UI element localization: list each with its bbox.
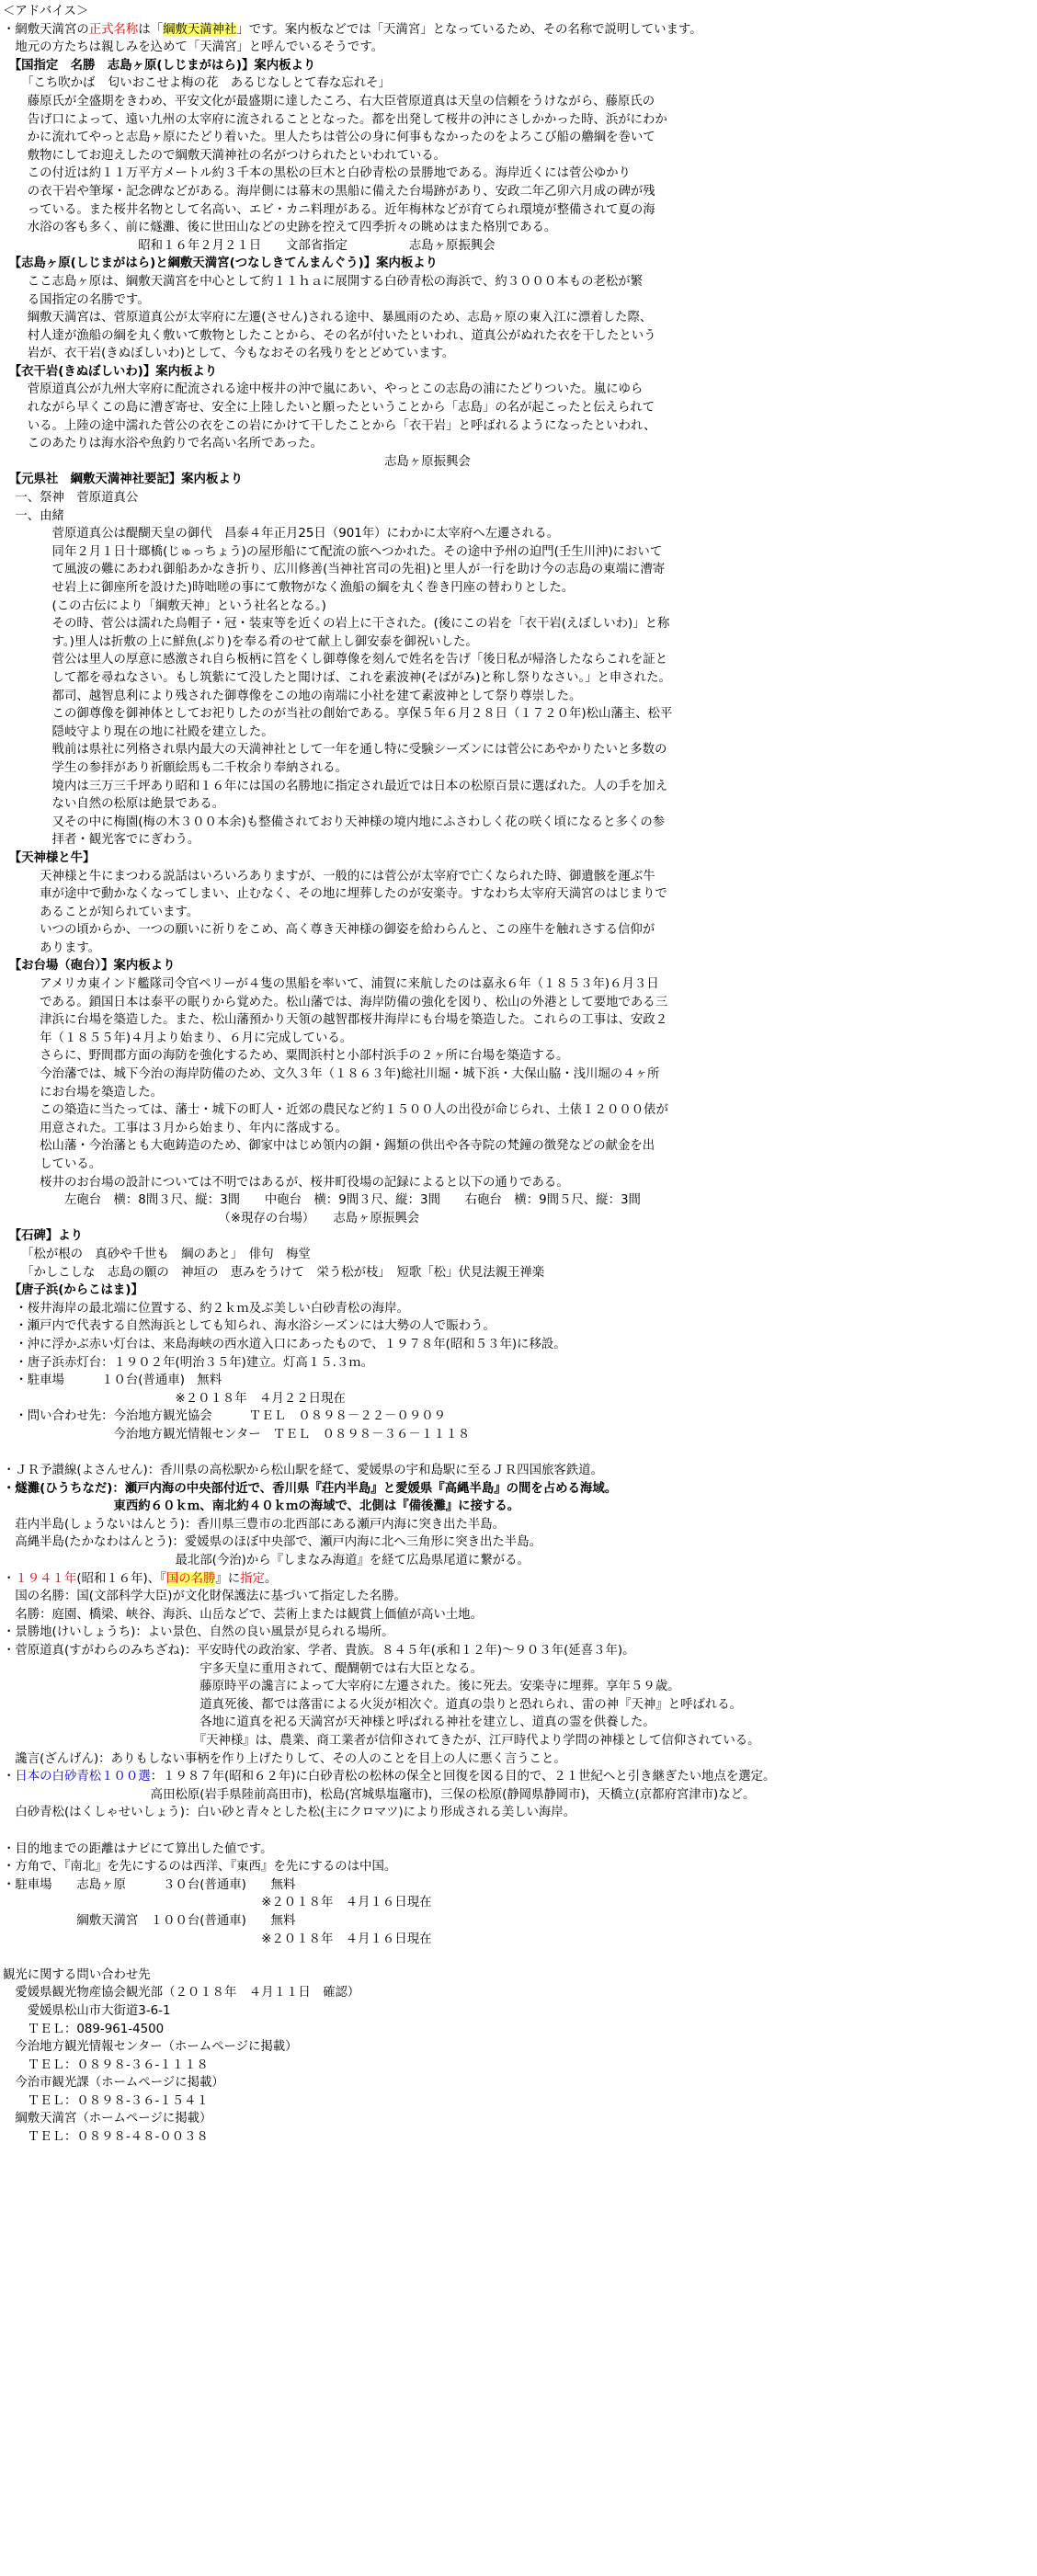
section-heading: 【石碑】より (3, 1229, 84, 1244)
text-line: ・駐車場 志島ヶ原 ３０台(普通車) 無料 (3, 1877, 296, 1892)
text-line: 藤原氏が全盛期をきわめ、平安文化が最盛期に達したころ、右大臣菅原道真は天皇の信頼をうけながら、藤原氏の (3, 94, 655, 108)
text-line (3, 21, 1037, 40)
text-line: 昭和１６年２月２１日 文部省指定 志島ヶ原振興会 (3, 238, 496, 253)
text-line: 今治市観光課（ホームページに掲載） (3, 2076, 224, 2091)
text-line: ・沖に浮かぶ赤い灯台は、来島海峡の西水道入口にあったもので、１９７８年(昭和５３年)に移設。 (3, 1337, 566, 1351)
text-line: ※２０１８年 ４月２２日現在 (3, 1391, 346, 1406)
text-line: である。鎖国日本は泰平の眠りから覚めた。松山藩では、海岸防備の強化を図り、松山の外港として要地である三 (3, 995, 668, 1009)
text-line: にお台場を築造した。 (3, 1085, 164, 1100)
text-line: 敷物にしてお迎えしたので綱敷天満神社の名がつけられたといわれている。 (3, 148, 447, 163)
text-line: ＴＥＬ：089-961-4500 (3, 2022, 165, 2036)
blank-line (3, 1822, 1037, 1841)
text-line: 左砲台 横：8間３尺、縦：3間 中砲台 横：9間３尺、縦：3間 右砲台 横：9間５尺、縦：3間 (3, 1193, 641, 1208)
text-line: 一、由緒 (3, 508, 64, 523)
text-line: ※２０１８年 ４月１６日現在 (3, 1896, 432, 1910)
text-line: 綱敷天満宮は、菅原道真公が太宰府に左遷(させん)される途中、暴風雨のため、志島ヶ原の東入江に漂着した際、 (3, 311, 653, 325)
section-heading: 【天神様と牛】 (3, 850, 96, 865)
text-line: 又その中に梅園(梅の木３００本余)も整備されており天神様の境内地にふさわしく花の咲く頃になると多くの参 (3, 815, 666, 829)
text-line: 『天神様』は、農業、商工業者が信仰されてきたが、江戸時代より学問の神様として信仰されている。 (3, 1734, 760, 1748)
text-segment: 」です。案内板などでは「天満宮」となっているため、その名称で説明しています。 (236, 22, 702, 37)
text-segment: 日本の白砂青松１００選 (15, 1770, 151, 1784)
text-segment: ・ (3, 1571, 16, 1586)
text-line: 岩が、衣干岩(きぬぼしいわ)として、今もなおその名残りをとどめています。 (3, 347, 455, 361)
text-line: アメリカ東インド艦隊司令官ペリーが４隻の黒船を率いて、浦賀に来航したのは嘉永６年（１８５３年)６月３日 (3, 977, 659, 992)
text-line (3, 1570, 1037, 1589)
text-line: れながら早くこの島に漕ぎ寄せ、安全に上陸したいと願ったということから「志島」の名が起こったと伝えられて (3, 401, 655, 416)
text-line: 車が途中で動かなくなってしまい、止むなく、その地に埋葬したのが安楽寺。すなわち太宰府天満宮のはじまりで (3, 887, 667, 902)
text-line: っている。また桜井名物として名高い、エビ・カニ料理がある。近年梅林などが育てられ環境が整備されて夏の海 (3, 202, 655, 217)
text-line: 観光に関する問い合わせ先 (3, 1967, 151, 1982)
section-heading: 【志島ヶ原(しじまがはら)と綱敷天満宮(つなしきてんまんぐう)】案内板より (3, 256, 439, 271)
text-line: ※２０１８年 ４月１６日現在 (3, 1932, 432, 1946)
text-line: ・瀬戸内で代表する自然海浜としても知られ、海水浴シーズンには大勢の人で賑わう。 (3, 1319, 496, 1334)
text-line: せ岩上に御座所を設けた)時咄嗟の事にて敷物がなく漁船の綱を丸く巻き円座の替わりとした。 (3, 581, 575, 595)
text-line: ない自然の松原は絶景である。 (3, 797, 225, 812)
section-heading: 【唐子浜(からこはま)】 (3, 1283, 143, 1298)
text-line: ・ＪＲ予讃線(よさんせん)：香川県の高松駅から松山駅を経て、愛媛県の宇和島駅に至るＪＲ四国旅客鉄道。 (3, 1464, 603, 1478)
text-line: この築造に当たっては、藩士・城下の町人・近郊の農民など約１５００人の出役が命じられ、土俵１２０００俵が (3, 1103, 668, 1118)
blank-line (3, 1444, 1037, 1463)
text-line: ・桜井海岸の最北端に位置する、約２ｋｍ及ぶ美しい白砂青松の海岸。 (3, 1301, 409, 1316)
text-line: 告げ口によって、遠い九州の太宰府に流されることとなった。都を出発して桜井の沖にさしかかった時、浜がにわか (3, 112, 667, 127)
text-line: 「かしこしな 志島の願の 神垣の 恵みをうけて 栄う松が枝」 短歌「松」伏見法親王禅楽 (3, 1265, 545, 1280)
text-line: ここ志島ヶ原は、綱敷天満宮を中心として約１１ｈａに展開する白砂青松の海浜で、約３０００本もの老松が繁 (3, 274, 644, 289)
text-line: ＴＥＬ：０８９８-４８-００３８ (3, 2130, 209, 2145)
text-line (3, 1768, 1037, 1786)
text-segment: １９４１年 (15, 1571, 77, 1586)
text-line: 松山藩・今治藩とも大砲鋳造のため、御家中はじめ領内の銅・錫類の供出や各寺院の梵鐘の徴発などの献金を出 (3, 1139, 655, 1154)
text-line: あることが知られています。 (3, 905, 199, 919)
text-line: 拝者・観光客でにぎわう。 (3, 833, 200, 848)
text-segment: (昭和１６年)、『 (76, 1571, 166, 1586)
text-line: かに流れてやっと志島ヶ原にたどり着いた。里人たちは菅公の身に何事もなかったのをよろこび船の艪綱を巻いて (3, 131, 655, 145)
text-line: す。)里人は折敷の上に鮮魚(ぶり)を奉る肴のせて献上し御安泰を御祝いした。 (3, 634, 478, 649)
text-line: （※現存の台場） 志島ヶ原振興会 (3, 1211, 420, 1225)
text-line: 今治地方観光情報センター ＴＥＬ ０８９８－３６－１１１８ (3, 1427, 471, 1442)
text-line: 宇多天皇に重用されて、醍醐朝では右大臣となる。 (3, 1661, 483, 1676)
text-line: その時、菅公は濡れた烏帽子・冠・装束等を近くの岩上に干された。(後にこの岩を「衣干岩(えぼしいわ)」と称 (3, 617, 670, 632)
text-line: 高田松原(岩手県陸前高田市)，松島(宮城県塩竈市)，三保の松原(静岡県静岡市)，天橋立(京都府宮津市)など。 (3, 1787, 756, 1802)
text-line: 同年２月１日十瑯橋(じゅっちょう)の屋形船にて配流の旅へつかれた。その途中予州の迫門(壬生川沖)において (3, 544, 663, 559)
text-line: いる。上陸の途中濡れた菅公の衣をこの岩にかけて干したことから「衣干岩」と呼ばれるようになったといわれ、 (3, 418, 656, 433)
text-line: あります。 (3, 940, 101, 955)
text-line: 菅原道真公は醍醐天皇の御代 昌泰４年正月25日（901年）にわかに太宰府へ左遷される。 (3, 527, 560, 541)
section-heading: 東西約６０ｋｍ、南北約４０ｋｍの海域で、北側は『備後灘』に接する。 (3, 1499, 520, 1514)
text-line: 最北部(今治)から『しまなみ海道』を経て広島県尾道に繋がる。 (3, 1554, 530, 1568)
text-line: の衣干岩や筆塚・記念碑などがある。海岸側には幕末の黒船に備えた台場跡があり、安政二年乙卯六月成の碑が残 (3, 184, 655, 199)
text-line: 名勝：庭園、橋梁、峡谷、海浜、山岳などで、芸術上または観賞上価値が高い土地。 (3, 1607, 483, 1622)
text-segment: ・ (3, 1770, 16, 1784)
text-line: さらに、野間郡方面の海防を強化するため、粟間浜村と小部村浜手の２ヶ所に台場を築造する。 (3, 1049, 569, 1064)
text-line: 菅公は里人の厚意に感激され自ら板柄に筥をくし御尊像を刻んで姓名を告げ「後日私が帰洛したならこれを証と (3, 653, 668, 667)
text-line: ＴＥＬ：０８９８-３６-１５４１ (3, 2093, 209, 2108)
text-line: ・問い合わせ先：今治地方観光協会 ＴＥＬ ０８９８－２２－０９０９ (3, 1409, 447, 1424)
text-segment: は「 (138, 22, 164, 37)
text-line: る国指定の名勝です。 (3, 292, 150, 307)
section-heading: 【元県社 綱敷天満神社要記】案内板より (3, 473, 244, 487)
text-segment: 指定 (240, 1571, 265, 1586)
text-line: 綱敷天満宮（ホームページに掲載） (3, 2112, 212, 2126)
text-line: 都司、越智息利により残された御尊像をこの地の南端に小社を建て素波神として祭り尊崇した。 (3, 689, 582, 703)
text-line: いつの頃からか、一つの願いに祈りをこめ、高く尊き天神様の御姿を給わらんと、この座牛を触れさする信仰が (3, 923, 655, 938)
blank-line (3, 1948, 1037, 1966)
text-line: このあたりは海水浴や魚釣りで名高い名所であった。 (3, 437, 324, 451)
text-segment: ・網敷天満宮の (3, 22, 89, 37)
text-line: 隠岐守より現在の地に社殿を建立した。 (3, 724, 274, 739)
text-line: 天神様と牛にまつわる説話はいろいろありますが、一般的には菅公が太宰府で亡くなられた時、御遺骸を運ぶ牛 (3, 869, 655, 883)
text-line: 境内は三万三千坪あり昭和１６年には国の名勝地に指定され最近では日本の松原百景に選ばれた。人の手を加え (3, 779, 668, 793)
section-heading: 【お台場（砲台）】案内板より (3, 959, 176, 974)
text-line: 学生の参拝があり祈願絵馬も二千枚余り奉納される。 (3, 760, 348, 775)
text-segment: 国の名勝 (165, 1571, 216, 1586)
text-line: 年（１８５５年)４月より始まり、６月に完成している。 (3, 1031, 353, 1045)
text-segment: 正式名称 (88, 22, 139, 37)
text-line: 高縄半島(たかなわはんとう)：愛媛県のほぼ中央部で、瀬戸内海に北へ三角形に突き出た半島。 (3, 1535, 541, 1550)
text-segment: 。 (264, 1571, 278, 1586)
text-segment: ：１９８７年(昭和６２年)に白砂青松の松林の保全と回復を図る目的で、２１世紀へと引き継ぎたい地点を選定。 (150, 1770, 776, 1784)
text-line: 津浜に台場を築造した。また、松山藩預かり天領の越智郡桜井海岸にも台場を築造した。これらの工事は、安政２ (3, 1013, 668, 1028)
text-line: 水浴の客も多く、前に燧灘、後に世田山などの史跡を控えて四季折々の眺めはまた格別である。 (3, 221, 557, 235)
text-line: 讒言(ざんげん)：ありもしない事柄を作り上げたりして、その人のことを目上の人に悪く言うこと。 (3, 1751, 566, 1766)
text-line: 今治藩では、城下今治の海岸防備のため、文久３年（１８６３年)総社川堀・城下浜・大保山脇・浅川堀の４ヶ所 (3, 1067, 660, 1082)
text-line: 戦前は県社に列格され県内最大の天満神社として一年を通し特に受験シーズンには菅公にあやかりたいと多数の (3, 743, 667, 758)
text-line: ・唐子浜赤灯台：１９０２年(明治３５年)建立。灯高１５.３ｍ。 (3, 1355, 374, 1370)
text-line: ・菅原道真(すがわらのみちざね)：平安時代の政治家、学者、貴族。８４５年(承和１２年)～９０３年(延喜３年)。 (3, 1644, 635, 1658)
text-line: 綱敷天満宮 １００台(普通車) 無料 (3, 1913, 296, 1928)
text-line: している。 (3, 1157, 102, 1171)
text-segment: 綱敷天満神社 (163, 22, 237, 37)
text-line: 各地に道真を祀る天満宮が天神様と呼ばれる神社を建立し、道真の霊を供養した。 (3, 1715, 655, 1730)
text-line: 用意された。工事は３月から始まり、年内に落成する。 (3, 1121, 348, 1135)
text-line: 藤原時平の讒言によって大宰府に左遷された。後に死去。安楽寺に埋葬。享年５９歳。 (3, 1680, 680, 1694)
text-line: ・駐車場 １０台(普通車) 無料 (3, 1373, 222, 1388)
text-line: 国の名勝：国(文部科学大臣)が文化財保護法に基づいて指定した名勝。 (3, 1590, 406, 1604)
section-heading: 【国指定 名勝 志島ヶ原(しじまがはら)】案内板より (3, 58, 316, 73)
text-line: 地元の方たちは親しみを込めて「天満宮」と呼んでいるそうです。 (3, 40, 384, 55)
text-line: ・景勝地(けいしょうち)：よい景色、自然の良い風景が見られる場所。 (3, 1625, 394, 1640)
text-line: 「松が根の 真砂や千世も 綱のあと」 俳句 梅堂 (3, 1247, 311, 1261)
text-line: 一、祭神 菅原道真公 (3, 491, 139, 506)
text-line: して都を尋ねなさい。もし筑紫にて没したと聞けば、これを素波神(そばがみ)と称し祭りなさい。」と申された。 (3, 670, 671, 685)
text-line: 荘内半島(しょうないはんとう)：香川県三豊市の北西部にある瀬戸内海に突き出た半島。 (3, 1517, 506, 1532)
text-line: 白砂青松(はくしゃせいしょう)：白い砂と青々とした松(主にクロマツ)により形成される美しい海岸。 (3, 1806, 576, 1820)
text-line: ・目的地までの距離はナビにて算出した値です。 (3, 1841, 273, 1856)
text-segment: 』に (215, 1571, 241, 1586)
text-line: 「こち吹かば 匂いおこせよ梅の花 あるじなしとて春な忘れそ」 (3, 76, 391, 91)
text-line: 村人達が漁船の綱を丸く敷いて敷物としたことから、その名が付いたといわれ、道真公がぬれた衣を干したという (3, 328, 656, 343)
section-heading: 【衣干岩(きぬぼしいわ)】案内板より (3, 364, 218, 379)
text-line: 愛媛県松山市大街道3-6-1 (3, 2003, 171, 2018)
text-line: 今治地方観光情報センター（ホームページに掲載） (3, 2040, 298, 2055)
text-line: 桜井のお台場の設計については不明ではあるが、桜井町役場の記録によると以下の通りである。 (3, 1175, 569, 1190)
text-line: 道真死後、都では落雷による火災が相次ぐ。道真の祟りと恐れられ、雷の神『天神』と呼ばれる。 (3, 1697, 742, 1712)
text-line: 菅原道真公が九州大宰府に配流される途中桜井の沖で嵐にあい、やっとこの志島の浦にたどりついた。嵐にゆら (3, 382, 644, 397)
section-heading: ・燧灘(ひうちなだ)：瀬戸内海の中央部付近で、香川県『荘内半島』と愛媛県『高縄半島』の間を占める海域。 (3, 1481, 618, 1496)
text-line: 愛媛県観光物産協会観光部（２０１８年 ４月１１日 確認） (3, 1986, 360, 2000)
text-line: 志島ヶ原振興会 (3, 454, 471, 469)
text-line: この御尊像を御神体としてお祀りしたのが当社の創始である。享保５年６月２８日（１７２０年)松山藩主、松平 (3, 707, 673, 722)
text-line: ・方角で、『南北』を先にするのは西洋、『東西』を先にするのは中国。 (3, 1860, 397, 1875)
text-line: ＜アドバイス＞ (3, 5, 89, 18)
text-line: この付近は約１１万平方メートル約３千本の黒松の巨木と白砂青松の景勝地である。海岸近くには菅公ゆかり (3, 166, 631, 181)
text-line: ＴＥＬ：０８９８-３６-１１１８ (3, 2057, 209, 2072)
text-line: て風波の難にあわれ御船あかなき折り、広川修善(当神社宮司の先祖)と里人が一行を助け今の志島の東端に漕寄 (3, 563, 666, 577)
text-line: (この古伝により「綱敷天神」という社名となる。) (3, 598, 326, 613)
